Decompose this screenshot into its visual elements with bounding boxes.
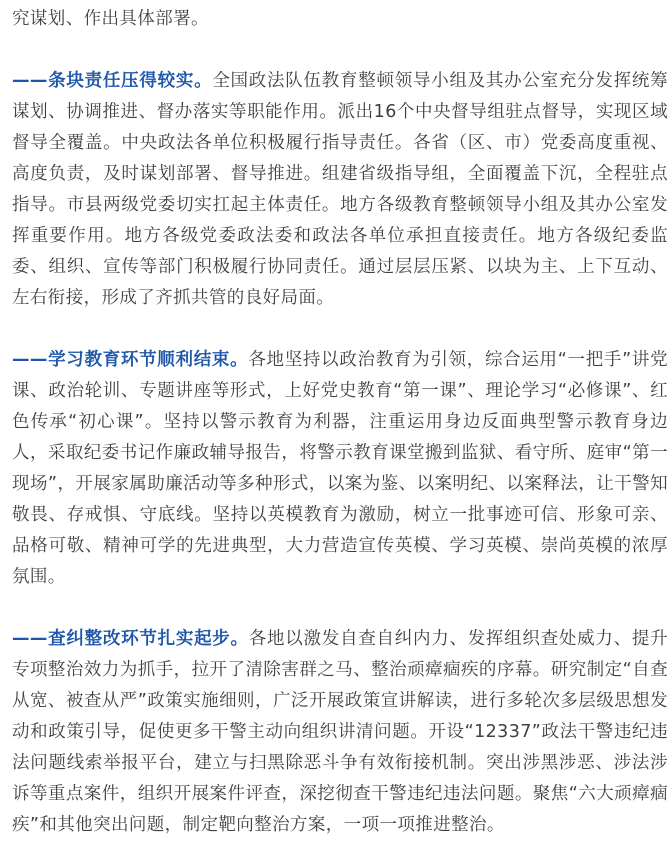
intro-paragraph-tail — [12, 4, 668, 35]
section-heading: ——学习教育环节顺利结束。 — [12, 350, 249, 370]
section-body: 各地坚持以政治教育为引领，综合运用“一把手”讲党课、政治轮训、专题讲座等形式，上好党史教育“第一课”、理论学习“必修课”、红色传承“初心课”。坚持以警示教育为利器，注重运用身边反面典型警示教育身边人，采取纪委书记作廉政辅导报告，将警示教育课堂搬到监狱、看守所、庭审“第一现场”，开展家属助廉活动等多种形式，以案为鉴、以案明纪、以案释法，让干警知敬畏、存戒惧、守底线。坚持以英模教育为激励，树立一批事迹可信、形象可亲、品格可敬、精神可学的先进典型，大力营造宣传英模、学习英模、崇尚英模的浓厚氛围。 — [12, 350, 668, 587]
intro-text: 究谋划、作出具体部署。 — [12, 9, 209, 29]
section-study-education — [12, 345, 668, 593]
section-responsibility — [12, 66, 668, 314]
section-body: 各地以激发自查自纠内力、发挥组织查处威力、提升专项整治效力为抓手，拉开了清除害群之马、整治顽瘴痼疾的序幕。研究制定“自查从宽、被查从严”政策实施细则，广泛开展政策宣讲解读，进行多轮次多层级思想发动和政策引导，促使更多干警主动向组织讲清问题。开设“12337”政法干警违纪违法问题线索举报平台，建立与扫黑除恶斗争有效衔接机制。突出涉黑涉恶、涉法涉诉等重点案件，组织开展案件评查，深挖彻查干警违纪违法问题。聚焦“六大顽瘴痼疾”和其他突出问题，制定靶向整治方案，一项一项推进整治。 — [12, 629, 668, 835]
section-body: 全国政法队伍教育整顿领导小组及其办公室充分发挥统筹谋划、协调推进、督办落实等职能作用。派出16个中央督导组驻点督导，实现区域督导全覆盖。中央政法各单位积极履行指导责任。各省（区、市）党委高度重视、高度负责，及时谋划部署、督导推进。组建省级指导组，全面覆盖下沉，全程驻点指导。市县两级党委切实扛起主体责任。地方各级教育整顿领导小组及其办公室发挥重要作用。地方各级党委政法委和政法各单位承担直接责任。地方各级纪委监委、组织、宣传等部门积极履行协同责任。通过层层压紧、以块为主、上下互动、左右衔接，形成了齐抓共管的良好局面。 — [12, 71, 668, 308]
section-heading: ——查纠整改环节扎实起步。 — [12, 629, 249, 649]
section-heading: ——条块责任压得较实。 — [12, 71, 213, 91]
article-body — [0, 4, 672, 835]
section-investigation-rectification — [12, 624, 668, 841]
